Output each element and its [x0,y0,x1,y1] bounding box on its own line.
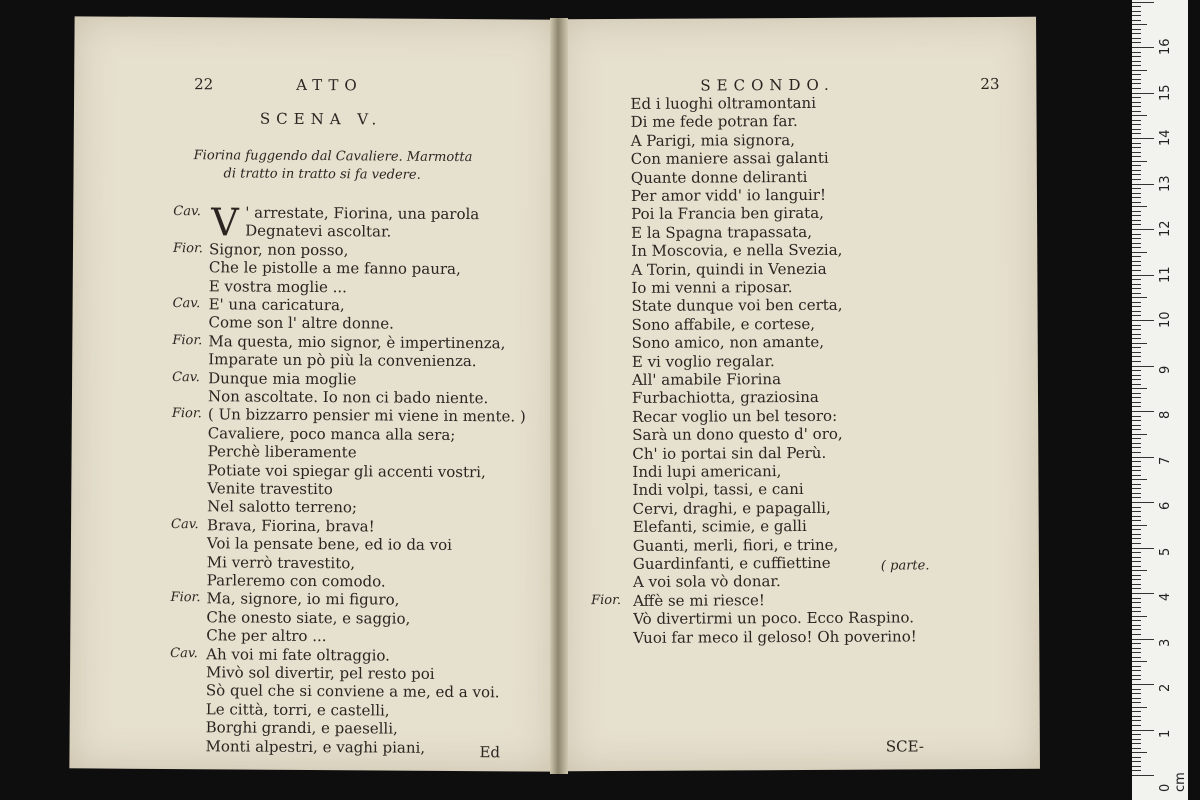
ruler-tick [1132,243,1141,244]
ruler-tick [1132,584,1141,585]
speaker-label: Cav. [173,204,201,220]
ruler-tick [1132,761,1141,762]
ruler-tick [1132,111,1141,112]
ruler-tick [1132,497,1141,498]
ruler-tick [1132,315,1141,316]
ruler-tick [1132,102,1141,103]
ruler-tick [1132,529,1141,530]
ruler-tick [1132,516,1141,517]
ruler-tick [1132,143,1141,144]
ruler-tick [1132,384,1141,385]
ruler-tick [1132,97,1141,98]
ruler-tick [1132,270,1141,271]
ruler-tick [1132,184,1154,185]
ruler-tick [1132,730,1154,731]
verse-line: E vostra moglie ... [208,276,348,296]
verse-line: Che le pistolle a me fanno paura, [208,258,461,279]
open-book [72,18,1040,776]
verse-line: Dunque mia moglie [208,368,357,388]
verse-line: Le città, torri, e castelli, [205,700,390,720]
ruler-tick [1132,79,1141,80]
verse-line: Con maniere assai galanti [630,149,829,169]
ruler-tick [1132,106,1141,107]
ruler-tick [1132,689,1141,690]
verse-line: Guanti, merli, fiori, e trine, [632,535,839,555]
ruler-tick [1132,406,1141,407]
ruler-number: 2 [1158,683,1173,692]
verse-line: Potiate voi spiegar gli accenti vostri, [207,460,486,481]
verse-line: Io mi venni a riposar. [631,278,793,297]
ruler-tick [1132,252,1147,253]
ruler-tick [1132,461,1141,462]
ruler-tick [1132,711,1141,712]
verse-line: Poi la Francia ben girata, [631,204,824,224]
ruler-tick [1132,197,1141,198]
ruler-tick [1132,397,1141,398]
ruler-tick [1132,202,1141,203]
verse-line: Indi lupi americani, [632,462,782,481]
ruler-tick [1132,52,1141,53]
ruler-tick [1132,716,1141,717]
speaker-label: Cav. [171,516,199,532]
ruler-tick [1132,279,1141,280]
ruler-tick [1132,256,1141,257]
ruler-tick [1132,20,1141,21]
verse-line: Cavaliere, poco manca alla sera; [207,424,456,444]
ruler-tick [1132,65,1141,66]
ruler-tick [1132,425,1141,426]
speaker-label: Fior. [591,592,622,608]
speaker-label: Fior. [171,406,202,422]
ruler-tick [1132,452,1141,453]
verse-line: In Moscovia, e nella Svezia, [631,240,843,261]
ruler-tick [1132,670,1141,671]
ruler-tick [1132,466,1141,467]
ruler-tick [1132,215,1141,216]
measuring-ruler [1132,0,1188,800]
ruler-tick [1132,179,1141,180]
ruler-tick [1132,552,1141,553]
verse-line: Come son l' altre donne. [208,313,394,333]
verse-line: Quante donne deliranti [630,167,808,187]
ruler-tick [1132,229,1154,230]
ruler-tick [1132,770,1141,771]
ruler-tick [1132,211,1141,212]
ruler-tick [1132,188,1141,189]
ruler-number: 5 [1158,547,1173,556]
ruler-number: 12 [1158,220,1173,237]
book-gutter [550,18,568,774]
ruler-number: 8 [1158,410,1173,419]
verse-line: Cervi, draghi, e papagalli, [632,498,831,518]
left-page [69,16,558,771]
ruler-tick [1132,707,1147,708]
verse-line: Mi verrò travestito, [206,552,356,572]
ruler-tick [1132,320,1154,321]
ruler-tick [1132,375,1141,376]
ruler-number: 4 [1158,592,1173,601]
ruler-tick [1132,56,1141,57]
ruler-number: 6 [1158,501,1173,510]
ruler-tick [1132,174,1141,175]
ruler-tick [1132,575,1141,576]
speaker-label: Fior. [172,240,204,257]
ruler-tick [1132,525,1147,526]
ruler-tick [1132,725,1141,726]
ruler-tick [1132,643,1141,644]
ruler-tick [1132,370,1141,371]
ruler-tick [1132,238,1141,239]
catchword-right: SCE- [885,737,924,756]
page-number-23: 23 [980,74,1000,94]
ruler-tick [1132,29,1141,30]
ruler-tick [1132,329,1141,330]
ruler-tick [1132,561,1141,562]
ruler-tick [1132,538,1141,539]
verse-line: A voi sola vò donar. [632,572,781,592]
ruler-tick [1132,133,1141,134]
verse-line: Ma questa, mio signor, è impertinenza, [208,332,506,353]
ruler-number: 11 [1158,265,1173,283]
verse-line: Imparate un pò più la convenienza. [208,350,477,371]
ruler-number: 7 [1158,456,1173,465]
right-page [560,17,1040,771]
ruler-tick [1132,361,1141,362]
ruler-tick [1132,325,1141,326]
verse-line: ' arrestate, Fiorina, una parola [245,203,480,224]
ruler-number: 3 [1158,638,1173,647]
verse-line: Signor, non posso, [208,240,349,260]
ruler-tick [1132,598,1141,599]
verse-line: Che onesto siate, e saggio, [206,608,411,628]
verse-line: Sono amico, non amante, [631,333,825,353]
verse-line: Elefanti, scimie, e galli [632,517,807,537]
ruler-tick [1132,507,1141,508]
verse-line: Monti alpestri, e vaghi piani, [205,736,426,757]
ruler-tick [1132,752,1147,753]
ruler-tick [1132,757,1141,758]
ruler-number: 10 [1158,311,1173,328]
ruler-tick [1132,284,1141,285]
ruler-tick [1132,593,1154,594]
ruler-tick [1132,379,1141,380]
verse-line: Sarà un dono questo d' oro, [632,424,843,445]
page-number-22: 22 [194,75,214,94]
ruler-number: 1 [1158,729,1173,738]
ruler-tick [1132,520,1141,521]
ruler-tick [1132,639,1154,640]
ruler-tick [1132,297,1147,298]
ruler-number: 15 [1158,83,1173,101]
ruler-tick [1132,420,1141,421]
ruler-tick [1132,739,1141,740]
verse-line: Degnatevi ascoltar. [245,221,392,241]
ruler-tick [1132,484,1141,485]
ruler-unit-label: 0 cm [1158,772,1188,792]
ruler-tick [1132,548,1154,549]
speaker-label: Cav. [172,369,200,385]
ruler-tick [1132,479,1147,480]
ruler-tick [1132,147,1141,148]
ruler-tick [1132,88,1141,89]
catchword-left: Ed [479,743,501,762]
ruler-tick [1132,2,1154,3]
ruler-tick [1132,620,1141,621]
ruler-tick [1132,634,1141,635]
ruler-tick [1132,93,1154,94]
ruler-tick [1132,234,1141,235]
ruler-tick [1132,334,1141,335]
ruler-tick [1132,152,1141,153]
ruler-tick [1132,366,1154,367]
ruler-tick [1132,347,1141,348]
ruler-tick [1132,720,1141,721]
verse-line: Indi volpi, tassi, e cani [632,480,804,500]
ruler-tick [1132,652,1141,653]
verse-line: ( Un bizzarro pensier mi viene in mente. ) [207,405,526,426]
verse-line: Sò quel che si conviene a me, ed a voi. [205,681,500,702]
ruler-tick [1132,170,1141,171]
verse-line: Furbachiotta, graziosina [631,388,819,408]
speaker-label: Cav. [170,645,198,661]
verse-line: All' amabile Fiorina [631,370,782,389]
verse-line: Guardinfanti, e cuffiettine [632,553,831,573]
ruler-tick [1132,138,1154,139]
verse-line: Vuoi far meco il geloso! Oh poverino! [633,626,917,647]
verse-line: State dunque voi ben certa, [631,296,843,316]
verse-line: Ma, signore, io mi figuro, [206,589,400,609]
ruler-tick [1132,6,1141,7]
ruler-tick [1132,124,1141,125]
ruler-tick [1132,748,1141,749]
verse-line: Borghi grandi, e paeselli, [205,718,398,738]
ruler-tick [1132,343,1147,344]
ruler-tick [1132,661,1147,662]
verse-line: Nel salotto terreno; [207,497,358,517]
verse-line: Ch' io portai sin dal Perù. [632,443,827,463]
ruler-tick [1132,38,1141,39]
ruler-tick [1132,161,1147,162]
ruler-tick [1132,275,1154,276]
ruler-tick [1132,156,1141,157]
ruler-tick [1132,224,1141,225]
ruler-tick [1132,438,1141,439]
verse-line: Parleremo con comodo. [206,571,386,591]
ruler-tick [1132,475,1141,476]
ruler-tick [1132,220,1141,221]
ruler-tick [1132,434,1147,435]
ruler-tick [1132,470,1141,471]
ruler-tick [1132,115,1147,116]
ruler-number: 9 [1158,365,1173,374]
ruler-tick [1132,570,1147,571]
ruler-tick [1132,306,1141,307]
ruler-tick [1132,543,1141,544]
ruler-tick [1132,70,1147,71]
ruler-tick [1132,388,1147,389]
ruler-tick [1132,684,1154,685]
ruler-tick [1132,416,1141,417]
ruler-tick [1132,675,1141,676]
speaker-label: Fior. [172,332,203,349]
ruler-tick [1132,602,1141,603]
ruler-tick [1132,206,1147,207]
verse-line: Affè se mi riesce! [633,590,765,610]
ruler-tick [1132,607,1141,608]
ruler-tick [1132,702,1141,703]
verse-line: Perchè liberamente [207,442,357,462]
verse-line: Voi la pensate bene, ed io da voi [206,534,453,555]
ruler-number: 14 [1158,129,1173,146]
ruler-tick [1132,443,1141,444]
ruler-tick [1132,33,1141,34]
ruler-tick [1132,734,1141,735]
verse-line: Vò divertirmi un poco. Ecco Raspino. [633,608,915,629]
ruler-tick [1132,488,1141,489]
ruler-tick [1132,657,1141,658]
ruler-tick [1132,616,1147,617]
ruler-tick [1132,393,1141,394]
ruler-tick [1132,120,1141,121]
verse-line: Recar voglio un bel tesoro: [632,406,838,426]
ruler-tick [1132,247,1141,248]
ruler-number: 16 [1158,38,1173,55]
ruler-tick [1132,625,1141,626]
ruler-tick [1132,302,1141,303]
verse-line: Che per altro ... [206,626,327,646]
ruler-tick [1132,557,1141,558]
ruler-tick [1132,338,1141,339]
ruler-tick [1132,293,1141,294]
stage-direction-line-1: Fiorina fuggendo dal Cavaliere. Marmotta [193,148,473,166]
verse-line: A Torin, quindi in Venezia [631,259,827,279]
verse-line: Ed i luoghi oltramontani [630,93,817,113]
ruler-tick [1132,356,1141,357]
ruler-tick [1132,11,1141,12]
ruler-tick [1132,666,1141,667]
verse-line: Brava, Fiorina, brava! [207,516,375,536]
ruler-tick [1132,493,1141,494]
ruler-tick [1132,61,1141,62]
verse-line: Per amor vidd' io languir! [630,185,827,205]
stage-direction-line-2: di tratto in tratto si fa vedere. [223,166,421,183]
ruler-tick [1132,429,1141,430]
ruler-tick [1132,775,1154,776]
ruler-tick [1132,15,1141,16]
speaker-label: Cav. [172,296,201,312]
exit-stage-direction: ( parte. [880,558,930,574]
ruler-tick [1132,42,1141,43]
ruler-tick [1132,165,1141,166]
ruler-tick [1132,311,1141,312]
ruler-tick [1132,74,1141,75]
ruler-tick [1132,447,1141,448]
verse-line: Sono affabile, e cortese, [631,314,816,334]
ruler-tick [1132,611,1141,612]
ruler-tick [1132,411,1154,412]
ruler-tick [1132,502,1154,503]
ruler-tick [1132,129,1141,130]
ruler-tick [1132,261,1141,262]
verse-line: Non ascoltate. Io non ci bado niente. [207,387,489,408]
ruler-tick [1132,352,1141,353]
ruler-tick [1132,579,1141,580]
ruler-tick [1132,265,1141,266]
verse-line: A Parigi, mia signora, [630,130,795,150]
ruler-tick [1132,402,1141,403]
ruler-tick [1132,588,1141,589]
running-head-atto: ATTO [296,75,363,95]
running-head-secondo: SECONDO. [700,75,835,95]
ruler-tick [1132,288,1141,289]
verse-line: Di me fede potran far. [630,112,798,132]
drop-cap: V [211,200,239,245]
ruler-tick [1132,47,1154,48]
verse-line: Ah voi mi fate oltraggio. [206,644,391,665]
speaker-label: Fior. [170,590,201,606]
ruler-tick [1132,629,1141,630]
ruler-tick [1132,457,1154,458]
verse-line: E la Spagna trapassata, [631,222,812,242]
verse-line: E' una caricatura, [208,295,345,315]
ruler-tick [1132,24,1147,25]
ruler-tick [1132,511,1141,512]
ruler-tick [1132,698,1141,699]
ruler-tick [1132,83,1141,84]
ruler-tick [1132,193,1141,194]
verse-line: E vi voglio regalar. [631,351,775,371]
ruler-tick [1132,679,1141,680]
ruler-tick [1132,743,1141,744]
ruler-tick [1132,648,1141,649]
verse-line: Mivò sol divertir, pel resto poi [205,663,435,683]
verse-line: Venite travestito [207,479,333,499]
ruler-tick [1132,534,1141,535]
scene-title: SCENA V. [259,109,383,129]
ruler-number: 13 [1158,174,1173,192]
ruler-tick [1132,566,1141,567]
ruler-tick [1132,766,1141,767]
ruler-tick [1132,693,1141,694]
